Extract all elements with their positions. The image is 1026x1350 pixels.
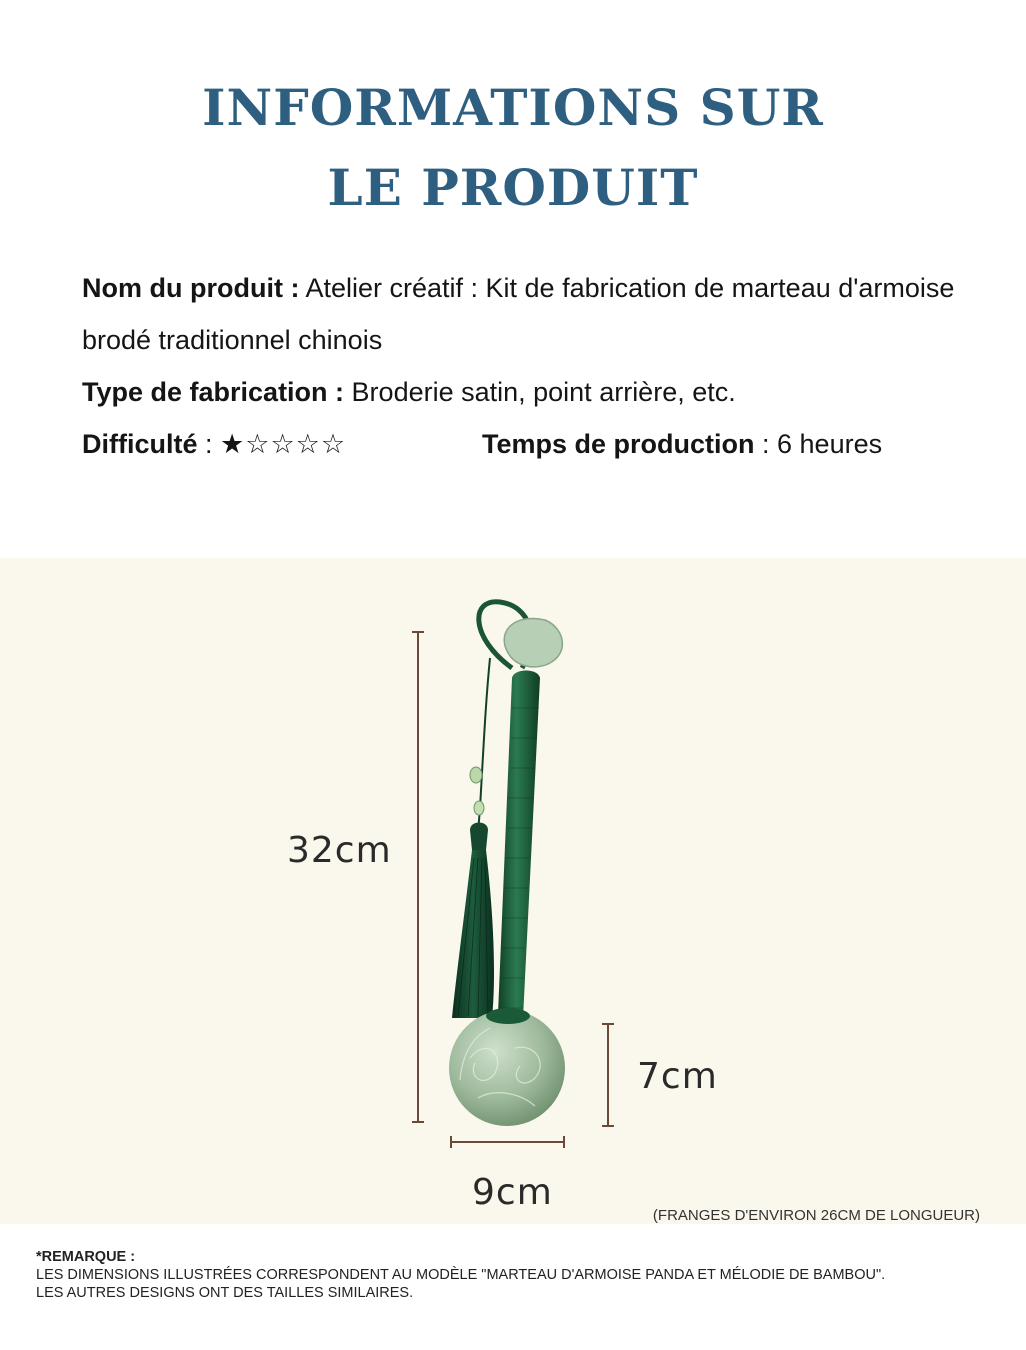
fabrication-type-row — [82, 366, 962, 418]
fabrication-type-value: Broderie satin, point arrière, etc. — [344, 377, 736, 407]
embroidered-head — [449, 1010, 565, 1126]
product-name-row — [82, 262, 962, 366]
title-line-1: INFORMATIONS SUR — [202, 78, 824, 137]
difficulty-label: Difficulté — [82, 429, 198, 459]
hammer-illustration — [0, 558, 1026, 1224]
remark — [36, 1248, 885, 1302]
remark-heading: *REMARQUE : — [36, 1249, 136, 1265]
wrapped-handle — [497, 671, 540, 1045]
production-time — [482, 418, 882, 470]
difficulty — [82, 418, 482, 470]
difficulty-separator: : — [197, 429, 221, 459]
production-time-label: Temps de production — [482, 429, 755, 459]
fabric-cap — [504, 618, 562, 666]
jade-bead-2 — [474, 801, 484, 815]
head-width-dimension-line — [451, 1136, 564, 1148]
height-dimension-line — [412, 632, 424, 1122]
tassel-knot — [470, 823, 488, 851]
product-name-value: Atelier créatif : Kit de fabrication de marteau d'armoise brodé traditionnel chinois — [82, 273, 955, 355]
head-height-label: 7cm — [637, 1056, 718, 1097]
difficulty-time-row — [82, 418, 962, 470]
head-width-label: 9cm — [472, 1172, 553, 1213]
jade-bead-1 — [470, 767, 482, 783]
product-image-panel — [0, 558, 1026, 1224]
difficulty-stars: ★☆☆☆☆ — [220, 429, 347, 459]
fabrication-type-label: Type de fabrication : — [82, 377, 345, 407]
head-height-dimension-line — [602, 1024, 614, 1126]
production-time-value: : 6 heures — [754, 429, 883, 459]
head-collar — [486, 1008, 530, 1024]
total-height-label: 32cm — [287, 830, 392, 871]
remark-line-1: LES DIMENSIONS ILLUSTRÉES CORRESPONDENT AU MODÈLE "MARTEAU D'ARMOISE PANDA ET MÉLODIE DE BAMBOU". — [36, 1267, 886, 1283]
page-title — [0, 68, 1026, 228]
title-line-2: LE PRODUIT — [327, 158, 699, 217]
remark-line-2: LES AUTRES DESIGNS ONT DES TAILLES SIMILAIRES. — [36, 1285, 414, 1301]
fringe-note: (FRANGES D'ENVIRON 26CM DE LONGUEUR) — [652, 1207, 980, 1224]
product-info — [82, 262, 962, 470]
product-name-label: Nom du produit : — [82, 273, 300, 303]
